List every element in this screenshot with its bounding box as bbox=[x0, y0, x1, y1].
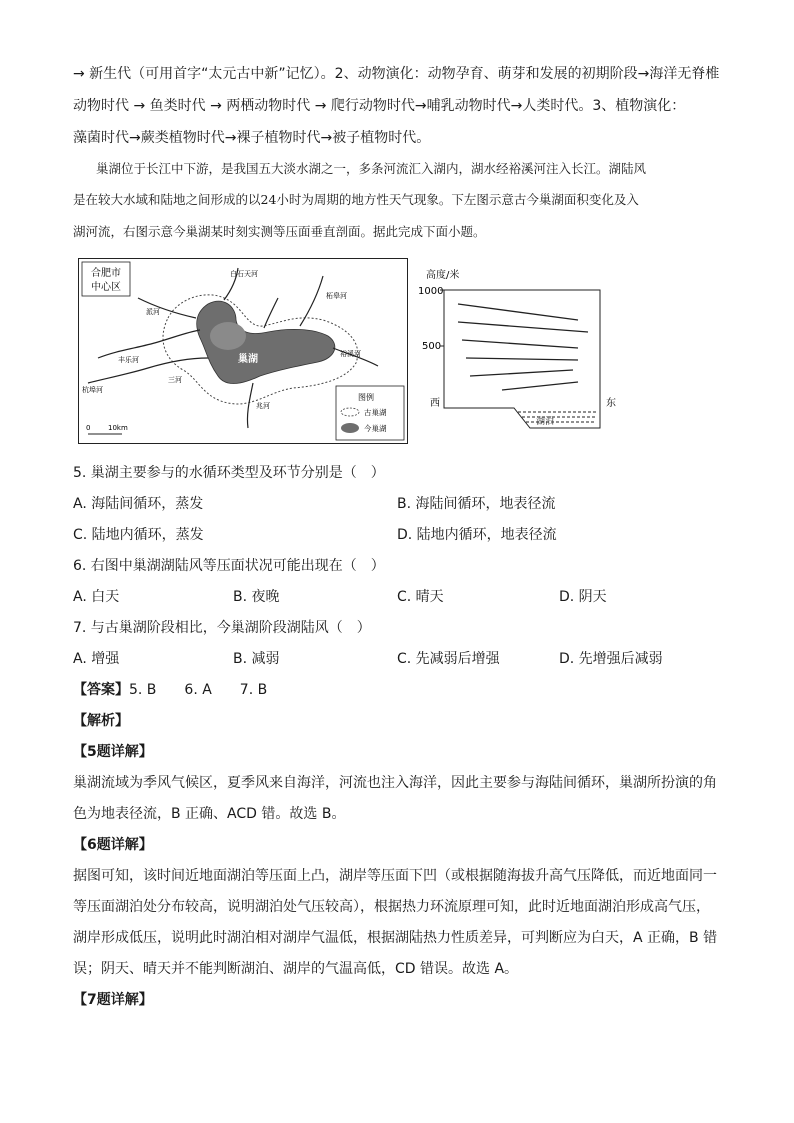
option-7c[interactable]: C. 先减弱后增强 bbox=[397, 651, 500, 667]
answer-line bbox=[73, 680, 267, 700]
option-6b[interactable]: B. 夜晚 bbox=[233, 589, 280, 605]
scale-label: 0 bbox=[86, 424, 91, 432]
intro-line: 是在较大水域和陆地之间形成的以24小时为周期的地方性天气现象。下左图示意古今巢湖面积变化及入 bbox=[73, 192, 639, 207]
river-label: 杭埠河 bbox=[82, 386, 103, 394]
detail-5-line: 巢湖流域为季风气候区，夏季风来自海洋，河流也注入海洋，因此主要参与海陆间循环，巢湖所扮演的角 bbox=[73, 775, 717, 791]
answer-tag: 【答案】 bbox=[73, 682, 129, 698]
detail-6-line: 据图可知，该时间近地面湖泊等压面上凸，湖岸等压面下凹（或根据随海拔升高气压降低，而近地面同一 bbox=[73, 868, 717, 884]
river-label: 派河 bbox=[146, 308, 160, 316]
option-7d[interactable]: D. 先增强后减弱 bbox=[559, 651, 663, 667]
detail-6-line: 误；阴天、晴天并不能判断湖泊、湖岸的气温高低，CD 错误。故选 A。 bbox=[73, 961, 519, 977]
option-5c[interactable]: C. 陆地内循环，蒸发 bbox=[73, 527, 204, 543]
legend-new-label: 今巢湖 bbox=[364, 424, 387, 433]
text-line: 动物时代 → 鱼类时代 → 两栖动物时代 → 爬行动物时代→哺乳动物时代→人类时代。3、植物演化： bbox=[73, 98, 686, 114]
west-label: 西 bbox=[430, 398, 440, 409]
detail-6-line: 等压面湖泊处分布较高，说明湖泊处气压较高），根据热力环流原理可知，此时近地面湖泊形成高气压， bbox=[73, 899, 710, 915]
river-label: 三河 bbox=[168, 376, 182, 384]
text-line: → 新生代（可用首字“太元古中新”记忆）。2、动物演化：动物孕育、萌芽和发展的初期阶段→海洋无脊椎 bbox=[73, 66, 720, 82]
river-label: 柘皋河 bbox=[326, 292, 347, 300]
lake-label: 巢湖 bbox=[238, 354, 258, 365]
text-line: 藻菌时代→蕨类植物时代→裸子植物时代→被子植物时代。 bbox=[73, 130, 431, 146]
scale-label: 10km bbox=[108, 424, 128, 432]
detail-5-tag: 【5题详解】 bbox=[73, 744, 153, 760]
option-6c[interactable]: C. 晴天 bbox=[397, 589, 444, 605]
detail-6-line: 湖岸形成低压，说明此时湖泊相对湖岸气温低，根据湖陆热力性质差异，可判断应为白天，A 正确，B 错 bbox=[73, 930, 718, 946]
legend-old-label: 古巢湖 bbox=[364, 408, 387, 417]
city-label: 合肥市 bbox=[91, 268, 121, 279]
y-axis-label: 高度/米 bbox=[426, 270, 460, 281]
east-label: 东 bbox=[606, 398, 616, 409]
tick-label: 500 bbox=[422, 341, 442, 352]
question-7-stem: 7. 与古巢湖阶段相比，今巢湖阶段湖陆风（ ） bbox=[73, 620, 371, 636]
answer-text: 5. B 6. A 7. B bbox=[129, 682, 268, 698]
legend-title: 图例 bbox=[358, 393, 374, 402]
detail-5-line: 色为地表径流，B 正确、ACD 错。故选 B。 bbox=[73, 806, 346, 822]
river-label: 裕溪河 bbox=[340, 350, 361, 358]
option-6d[interactable]: D. 阴天 bbox=[559, 589, 607, 605]
option-5b[interactable]: B. 海陆间循环，地表径流 bbox=[397, 496, 556, 512]
river-label: 丰乐河 bbox=[118, 356, 139, 364]
question-6-stem: 6. 右图中巢湖湖陆风等压面状况可能出现在（ ） bbox=[73, 558, 385, 574]
option-6a[interactable]: A. 白天 bbox=[73, 589, 120, 605]
option-7b[interactable]: B. 减弱 bbox=[233, 651, 280, 667]
detail-7-tag: 【7题详解】 bbox=[73, 992, 153, 1008]
option-5d[interactable]: D. 陆地内循环，地表径流 bbox=[397, 527, 557, 543]
option-5a[interactable]: A. 海陆间循环，蒸发 bbox=[73, 496, 204, 512]
lake-label: 湖泊 bbox=[536, 417, 555, 427]
chaohu-map-figure bbox=[78, 258, 408, 444]
detail-6-tag: 【6题详解】 bbox=[73, 837, 153, 853]
tick-label: 1000 bbox=[418, 286, 444, 297]
isobar-section-figure bbox=[418, 262, 638, 440]
intro-line: 湖河流，右图示意今巢湖某时刻实测等压面垂直剖面。据此完成下面小题。 bbox=[73, 224, 486, 239]
legend-new-icon bbox=[341, 423, 359, 433]
option-7a[interactable]: A. 增强 bbox=[73, 651, 120, 667]
analysis-tag: 【解析】 bbox=[73, 713, 129, 729]
river-label: 白石天河 bbox=[230, 270, 258, 278]
city-label: 中心区 bbox=[91, 282, 121, 293]
question-5-stem: 5. 巢湖主要参与的水循环类型及环节分别是（ ） bbox=[73, 465, 385, 481]
intro-line: 巢湖位于长江中下游，是我国五大淡水湖之一，多条河流汇入湖内，湖水经裕溪河注入长江。湖陆风 bbox=[96, 161, 647, 176]
river-label: 兆河 bbox=[256, 402, 270, 410]
